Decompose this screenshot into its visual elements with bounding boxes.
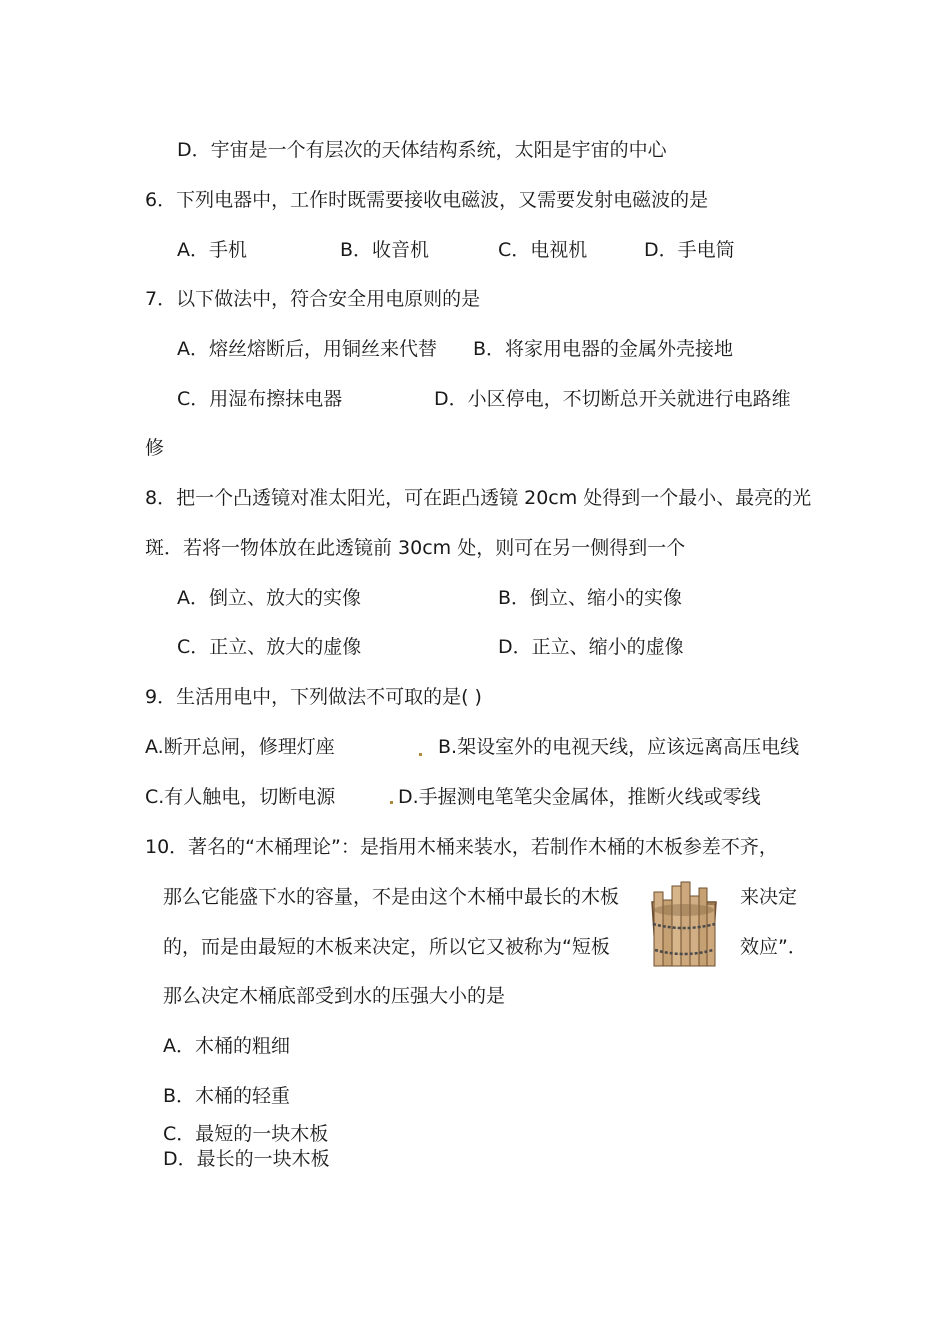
q7-option-d: D．小区停电，不切断总开关就进行电路维 [434, 388, 791, 410]
q6-option-c: C．电视机 [498, 239, 588, 261]
stray-mark [390, 801, 393, 804]
q8-stem-line1: 8．把一个凸透镜对准太阳光，可在距凸透镜 20cm 处得到一个最小、最亮的光 [145, 487, 812, 509]
q10-stem-line3-end: 效应”． [740, 936, 807, 958]
q7-option-c: C．用湿布擦抹电器 [177, 388, 343, 410]
q6-stem: 6．下列电器中，工作时既需要接收电磁波，又需要发射电磁波的是 [145, 189, 709, 211]
q8-option-d: D．正立、缩小的虚像 [498, 636, 684, 658]
q8-stem-line2: 斑．若将一物体放在此透镜前 30cm 处，则可在另一侧得到一个 [145, 537, 686, 559]
q5-option-d: D．宇宙是一个有层次的天体结构系统，太阳是宇宙的中心 [177, 139, 667, 161]
q7-option-d-continued: 修 [145, 437, 165, 459]
q10-option-c: C．最短的一块木板 [163, 1123, 329, 1145]
q6-option-d: D．手电筒 [644, 239, 735, 261]
q7-option-a: A．熔丝熔断后，用铜丝来代替 [177, 338, 437, 360]
q10-stem-line1: 10．著名的“木桶理论”：是指用木桶来装水，若制作木桶的木板参差不齐， [145, 836, 778, 858]
q8-option-a: A．倒立、放大的实像 [177, 587, 361, 609]
q10-stem-line2: 那么它能盛下水的容量，不是由这个木桶中最长的木板 [163, 886, 620, 908]
q8-option-c: C．正立、放大的虚像 [177, 636, 362, 658]
q7-stem: 7．以下做法中，符合安全用电原则的是 [145, 288, 481, 310]
q9-option-a: A.断开总闸，修理灯座 [145, 736, 335, 758]
q10-option-d: D．最长的一块木板 [163, 1148, 330, 1170]
q10-option-a: A．木桶的粗细 [163, 1035, 290, 1057]
wooden-bucket-image [646, 880, 722, 968]
q6-option-a: A．手机 [177, 239, 247, 261]
stray-mark [419, 753, 422, 756]
q10-stem-line4: 那么决定木桶底部受到水的压强大小的是 [163, 985, 506, 1007]
q10-option-b: B．木桶的轻重 [163, 1085, 291, 1107]
q10-stem-line2-end: 来决定 [740, 886, 798, 908]
q6-option-b: B．收音机 [340, 239, 430, 261]
q9-option-c: C.有人触电，切断电源 [145, 786, 336, 808]
q9-stem: 9．生活用电中，下列做法不可取的是( ) [145, 686, 482, 708]
q7-option-b: B．将家用电器的金属外壳接地 [473, 338, 734, 360]
q10-stem-line3: 的，而是由最短的木板来决定，所以它又被称为“短板 [163, 936, 610, 958]
q8-option-b: B．倒立、缩小的实像 [498, 587, 683, 609]
q9-option-d: D.手握测电笔笔尖金属体，推断火线或零线 [398, 786, 761, 808]
q9-option-b: B.架设室外的电视天线，应该远离高压电线 [438, 736, 800, 758]
